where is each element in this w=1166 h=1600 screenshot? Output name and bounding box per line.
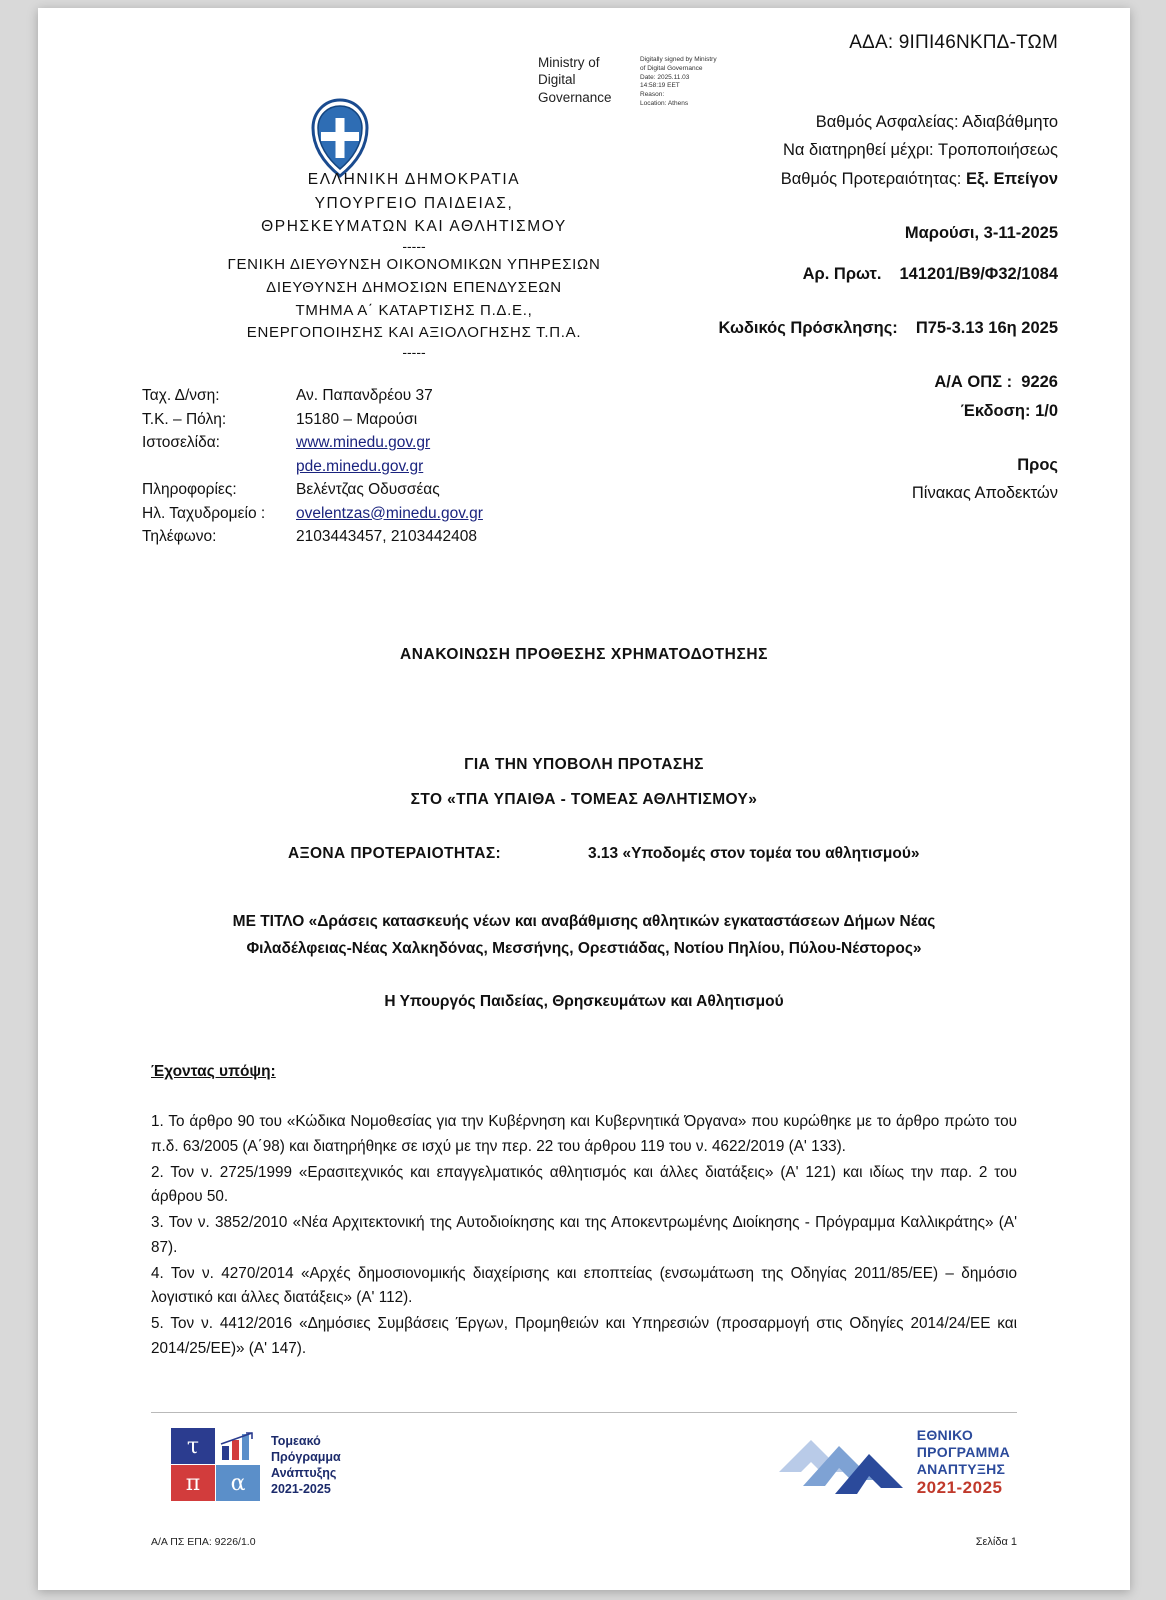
legal-basis-list <box>151 1110 1017 1363</box>
security-value: Αδιαβάθμητο <box>962 113 1058 131</box>
to-value: Πίνακας Αποδεκτών <box>911 484 1058 503</box>
epa-logo-years: 2021-2025 <box>916 1478 1003 1498</box>
call-code-block <box>588 314 1058 342</box>
to-label: Προς <box>1017 456 1058 474</box>
footer-page-number: Σελίδα 1 <box>975 1536 1017 1548</box>
header-line-4: ΓΕΝΙΚΗ ΔΙΕΥΘΥΝΣΗ ΟΙΚΟΝΟΜΙΚΩΝ ΥΠΗΡΕΣΙΩΝ <box>227 256 601 274</box>
epa-logo <box>777 1424 1010 1502</box>
contact-value: Αν. Παπανδρέου 37 <box>296 387 433 404</box>
place-date: Μαρούσι, 3-11-2025 <box>904 224 1058 243</box>
subtitle-submission: ΓΙΑ ΤΗΝ ΥΠΟΒΟΛΗ ΠΡΟΤΑΣΗΣ <box>464 756 704 773</box>
date-protocol-block <box>588 219 1058 288</box>
legal-item: 1. Το άρθρο 90 του «Κώδικα Νομοθεσίας για την Κυβέρνηση και Κυβερνητικά Όργανα» που κυρώθηκε με το άρθρο πρώτο του π.δ. 63/2005 (Α΄98) και διατηρήθηκε σε ισχύ με την περ. 22 του άρθρου 119 του ν. 4622/2019 (Α' 133). <box>151 1113 1017 1155</box>
email-link[interactable]: ovelentzas@minedu.gov.gr <box>296 504 483 522</box>
header-line-6: ΤΜΗΜΑ Α΄ ΚΑΤΑΡΤΙΣΗΣ Π.Δ.Ε., <box>295 301 533 319</box>
document-meta <box>588 108 1058 508</box>
contact-label: Τηλέφωνο: <box>142 528 217 545</box>
security-row <box>588 108 1058 136</box>
signature-detail-1: Digitally signed by Ministry <box>640 56 717 63</box>
header-line-5: ΔΙΕΥΘΥΝΣΗ ΔΗΜΟΣΙΩΝ ΕΠΕΝΔΥΣΕΩΝ <box>266 278 562 296</box>
classification-block <box>588 108 1058 193</box>
tau-glyph-icon: τ <box>171 1428 215 1464</box>
epa-logo-line2: ΠΡΟΓΡΑΜΜΑ <box>916 1444 1010 1461</box>
page-title: ΑΝΑΚΟΙΝΩΣΗ ΠΡΟΘΕΣΗΣ ΧΡΗΜΑΤΟΔΟΤΗΣΗΣ <box>399 646 769 663</box>
signature-detail-2: of Digital Governance <box>640 64 703 72</box>
legal-item: 4. Τον ν. 4270/2014 «Αρχές δημοσιονομικής διαχείρισης και εποπτείας (ενσωμάτωση της Οδηγίας 2011/85/ΕΕ) – δημόσιο λογιστικό και άλλες διατάξεις» (Α' 112). <box>151 1264 1017 1307</box>
priority-value: Εξ. Επείγον <box>965 169 1058 188</box>
contact-value: Βελέντζας Οδυσσέας <box>296 481 440 498</box>
subtitle-program: ΣΤΟ «ΤΠΑ ΥΠΑΙΘΑ - ΤΟΜΕΑΣ ΑΘΛΗΤΙΣΜΟΥ» <box>410 791 758 808</box>
epa-logo-line1: ΕΘΝΙΚΟ <box>916 1427 974 1444</box>
version-label: Έκδοση: <box>960 401 1031 420</box>
ops-label: Α/Α ΟΠΣ : <box>934 373 1013 392</box>
contact-label: Ηλ. Ταχυδρομείο : <box>142 504 266 522</box>
tpa-logo-text <box>271 1433 341 1498</box>
epa-logo-text <box>917 1427 1010 1499</box>
header-line-3: ΘΡΗΣΚΕΥΜΑΤΩΝ ΚΑΙ ΑΘΛΗΤΙΣΜΟΥ <box>261 218 567 236</box>
contact-row <box>142 506 662 522</box>
protocol-row <box>588 260 1058 288</box>
project-title-line2: Φιλαδέλφειας-Νέας Χαλκηδόνας, Μεσσήνης, Ορεστιάδας, Νοτίου Πηλίου, Πύλου-Νέστορος» <box>246 940 922 958</box>
signature-details <box>640 54 760 109</box>
retain-row <box>588 136 1058 164</box>
priority-row <box>588 165 1058 193</box>
contact-label: Πληροφορίες: <box>142 481 237 498</box>
header-line-7: ΕΝΕΡΓΟΠΟΙΗΣΗΣ ΚΑΙ ΑΞΙΟΛΟΓΗΣΗΣ Τ.Π.Α. <box>246 324 582 342</box>
contact-row <box>142 529 662 545</box>
priority-axis-row <box>288 845 1000 863</box>
tpa-logo-line1: Τομεακό <box>271 1433 321 1448</box>
digital-signature-stamp <box>538 54 768 109</box>
chevron-arrows-icon <box>777 1424 905 1502</box>
protocol-value: 141201/Β9/Φ32/1084 <box>899 264 1058 283</box>
having-in-mind-heading: Έχοντας υπόψη: <box>151 1063 276 1080</box>
signature-authority-line2: Digital <box>538 72 576 88</box>
contact-row <box>142 388 662 404</box>
retain-value: Τροποποιήσεως <box>937 141 1058 160</box>
security-label: Βαθμός Ασφαλείας: <box>815 113 959 131</box>
contact-value: 15180 – Μαρούσι <box>296 410 418 428</box>
call-code-row <box>588 314 1058 342</box>
tpa-logo-years: 2021-2025 <box>271 1482 331 1497</box>
signature-authority-line3: Governance <box>538 89 612 105</box>
contact-row <box>142 459 662 475</box>
project-title-line1: ΜΕ ΤΙΤΛΟ «Δράσεις κατασκευής νέων και αναβάθμισης αθλητικών εγκαταστάσεων Δήμων Νέας <box>232 913 936 930</box>
priority-label: Βαθμός Προτεραιότητας: <box>780 169 962 188</box>
signature-detail-6: Location: Athens <box>640 99 689 107</box>
footer-reference: Α/Α ΠΣ ΕΠΑ: 9226/1.0 <box>151 1536 256 1548</box>
signature-detail-4: 14:58:19 EET <box>640 82 680 90</box>
contact-row <box>142 482 662 498</box>
project-title <box>168 908 1000 962</box>
header-separator-1: ----- <box>402 237 426 254</box>
signature-detail-5: Reason: <box>640 91 665 99</box>
recipients-block <box>588 451 1058 508</box>
contact-row <box>142 412 662 428</box>
tpa-logo-line3: Ανάπτυξης <box>271 1466 337 1480</box>
alpha-glyph-icon: α <box>216 1465 260 1501</box>
call-code-label: Κωδικός Πρόσκλησης: <box>718 318 898 337</box>
contact-label: Ταχ. Δ/νση: <box>142 387 220 404</box>
header-line-2: ΥΠΟΥΡΓΕΙΟ ΠΑΙΔΕΙΑΣ, <box>314 194 514 212</box>
version-value: 1/0 <box>1035 401 1058 420</box>
contact-label: Ιστοσελίδα: <box>142 434 220 451</box>
ops-value: 9226 <box>1021 373 1058 392</box>
contact-label <box>142 459 282 475</box>
call-code-value: Π75-3.13 16η 2025 <box>915 318 1058 337</box>
tpa-logo-glyphs <box>171 1428 261 1502</box>
contact-row <box>142 435 662 451</box>
bar-chart-icon <box>216 1428 260 1464</box>
document-paper <box>38 8 1130 1590</box>
header-separator-2: ----- <box>402 344 426 361</box>
footer-divider <box>151 1412 1017 1413</box>
minister-line: Η Υπουργός Παιδείας, Θρησκευμάτων και Αθλητισμού <box>384 993 784 1010</box>
contact-label: Τ.Κ. – Πόλη: <box>142 410 227 428</box>
priority-axis-value: 3.13 «Υποδομές στον τομέα του αθλητισμού» <box>588 845 920 862</box>
protocol-label: Αρ. Πρωτ. <box>802 264 882 283</box>
signature-detail-3: Date: 2025.11.03 <box>640 73 690 81</box>
website-link[interactable]: www.minedu.gov.gr <box>296 434 431 451</box>
retain-label: Να διατηρηθεί μέχρι: <box>783 141 934 160</box>
legal-item: 2. Τον ν. 2725/1999 «Ερασιτεχνικός και επαγγελματικός αθλητισμός και άλλες διατάξεις» (Α' 121) και ιδίως την παρ. 2 του άρθρου 50. <box>151 1163 1017 1206</box>
pde-website-link[interactable]: pde.minedu.gov.gr <box>296 457 424 475</box>
header-line-1: ΕΛΛΗΝΙΚΗ ΔΗΜΟΚΡΑΤΙΑ <box>307 171 521 188</box>
signature-authority-line1: Ministry of <box>538 55 600 70</box>
tpa-logo <box>171 1428 341 1502</box>
priority-axis-label: ΑΞΟΝΑ ΠΡΟΤΕΡΑΙΟΤΗΤΑΣ: <box>288 845 502 862</box>
contact-value: 2103443457, 2103442408 <box>296 528 478 545</box>
ada-number: ΑΔΑ: 9ΙΠΙ46ΝΚΠΔ-ΤΩΜ <box>849 32 1058 53</box>
ops-block <box>588 368 1058 425</box>
epa-logo-line3: ΑΝΑΠΤΥΞΗΣ <box>916 1461 1006 1478</box>
pi-glyph-icon: π <box>171 1465 215 1501</box>
contact-details <box>142 388 662 553</box>
tpa-logo-line2: Πρόγραμμα <box>271 1449 341 1464</box>
signature-authority <box>538 54 634 106</box>
legal-item: 5. Τον ν. 4412/2016 «Δημόσιες Συμβάσεις Έργων, Προμηθειών και Υπηρεσιών (προσαρμογή στις Οδηγίες 2014/24/ΕΕ και 2014/25/ΕΕ)» (Α' 147). <box>151 1315 1017 1357</box>
legal-item: 3. Τον ν. 3852/2010 «Νέα Αρχιτεκτονική της Αυτοδιοίκησης και της Αποκεντρωμένης Διοίκησης - Πρόγραμμα Καλλικράτης» (Α' 87). <box>151 1214 1017 1256</box>
